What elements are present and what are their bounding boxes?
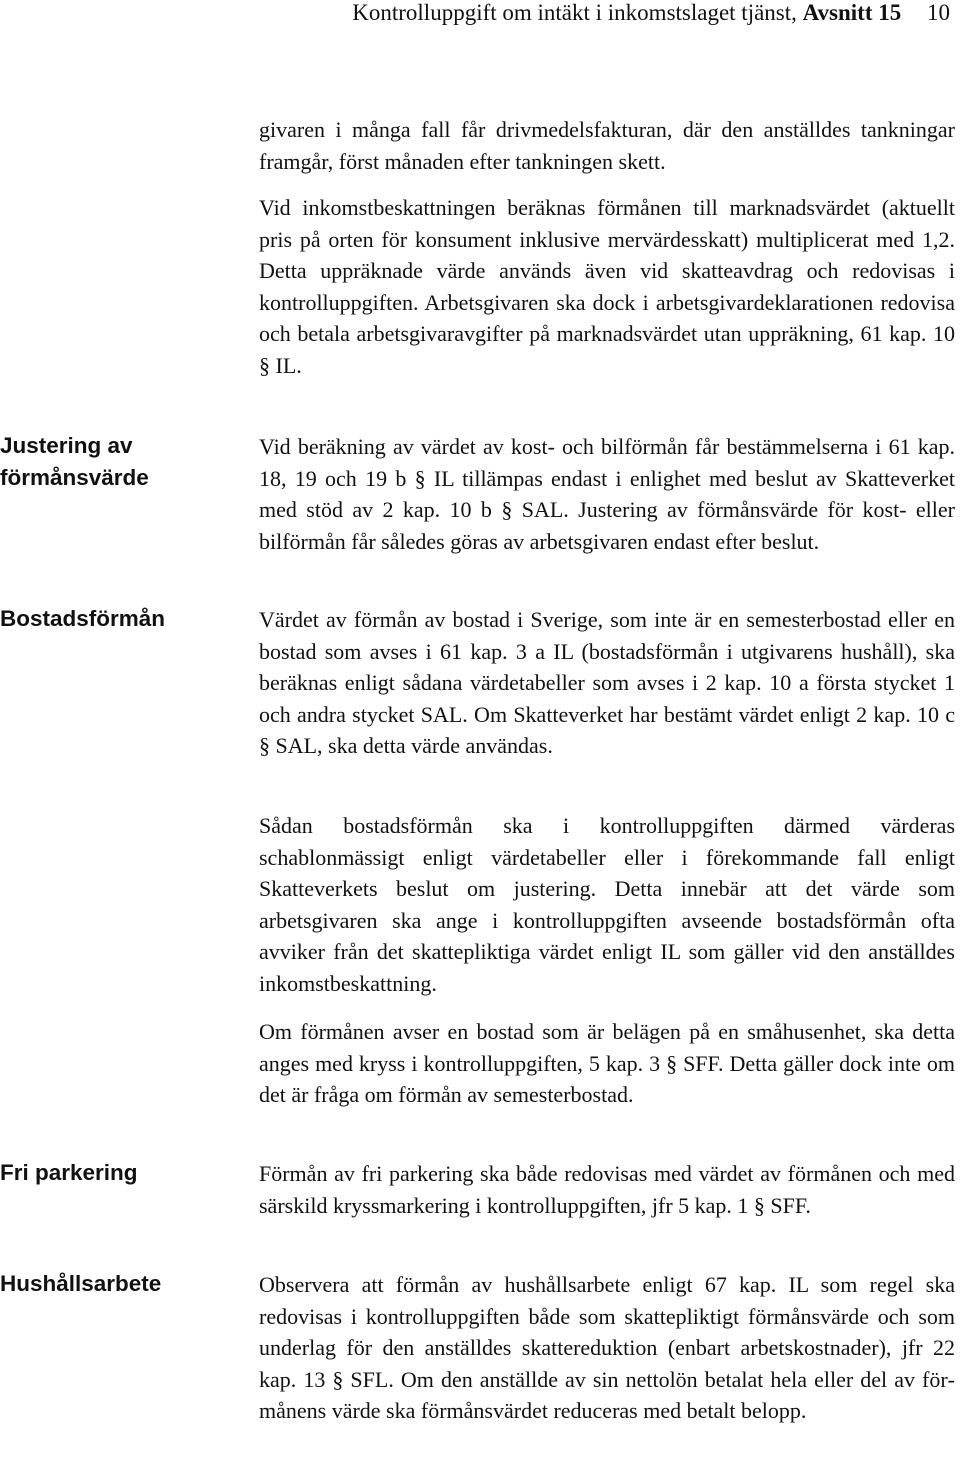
- page-number: 10: [927, 0, 950, 25]
- paragraph-smahus: Om förmånen avser en bostad som är belägen på en småhusenhet, ska detta anges med kryss i kontrolluppgiften, 5 kap. 3 § SFF. Detta gäller dock inte om det är fråga om förmån av semesterbostad.: [259, 1019, 955, 1107]
- page-header: [352, 0, 950, 26]
- paragraph-bostad-varde: Värdet av förmån av bostad i Sverige, som inte är en semesterbostad eller en bostad som avses i 61 kap. 3 a IL (bostadsförmån i utgivarens hushåll), ska beräknas enligt sådana värdetabeller som avses i 2 kap. 10 a första stycket 1 och andra stycket SAL. Om Skatteverket har bestämt värdet enligt 2 kap. 10 c § SAL, ska detta värde användas.: [259, 607, 955, 758]
- header-section: Avsnitt 15: [802, 0, 902, 25]
- paragraph-justering: Vid beräkning av värdet av kost- och bilförmån får bestämmelserna i 61 kap. 18, 19 och 19 b § IL tillämpas endast i enlighet med beslut av Skatteverket med stöd av 2 kap. 10 b § SAL. Justering av förmånsvärde för kost- eller bilförmån får således göras av arbetsgivaren endast efter beslut.: [259, 434, 955, 554]
- side-label-fri-parkering: Fri parkering: [0, 1160, 138, 1185]
- paragraph-bostad-schablon: Sådan bostadsförmån ska i kontrolluppgiften därmed värderas schablonmässigt enligt värdetabeller eller i förekommande fall enligt Skatteverkets beslut om justering. Detta innebär att det värde som arbetsgivaren ska ange i kontrolluppgiften avseende bostadsförmån ofta avviker från det skattepliktiga värdet enligt IL som gäller vid den anställdes inkomstbeskattning.: [259, 813, 955, 996]
- header-title: Kontrolluppgift om intäkt i inkomstslaget tjänst,: [352, 0, 797, 25]
- side-label-bostadsforman: Bostadsförmån: [0, 606, 166, 631]
- side-label-hushallsarbete: Hushållsarbete: [0, 1271, 162, 1296]
- paragraph-drivmedel: givaren i många fall får drivmedelsfakturan, där den anställdes tankningar framgår, först månaden efter tankningen skett.: [259, 117, 955, 174]
- paragraph-inkomstbeskattning: Vid inkomstbeskattningen beräknas förmånen till marknadsvärdet (aktuellt pris på orten för konsument inklusive mervärdesskatt) multiplicerat med 1,2. Detta uppräknade värde används även vid skatteavdrag och redovisas i kontrolluppgiften. Arbetsgivaren ska dock i arbetsgivardeklarationen redovisa och betala arbetsgivaravgifter på marknadsvärdet utan uppräkning, 61 kap. 10 § IL.: [259, 195, 955, 378]
- side-label-justering: Justering av förmånsvärde: [0, 433, 149, 490]
- paragraph-fri-parkering: Förmån av fri parkering ska både redovisas med värdet av förmånen och med särskild kryssmarkering i kontrolluppgiften, jfr 5 kap. 1 § SFF.: [259, 1161, 955, 1218]
- paragraph-hushallsarbete: Observera att förmån av hushållsarbete enligt 67 kap. IL som regel ska redovisas i kontrolluppgiften både som skattepliktigt förmånsvärde och som underlag för den anställdes skattereduktion (enbart arbetskostnader), jfr 22 kap. 13 § SFL. Om den anställde av sin nettolön betalat hela eller del av förmånens värde ska förmånsvärdet reduceras med betalt belopp.: [259, 1272, 955, 1423]
